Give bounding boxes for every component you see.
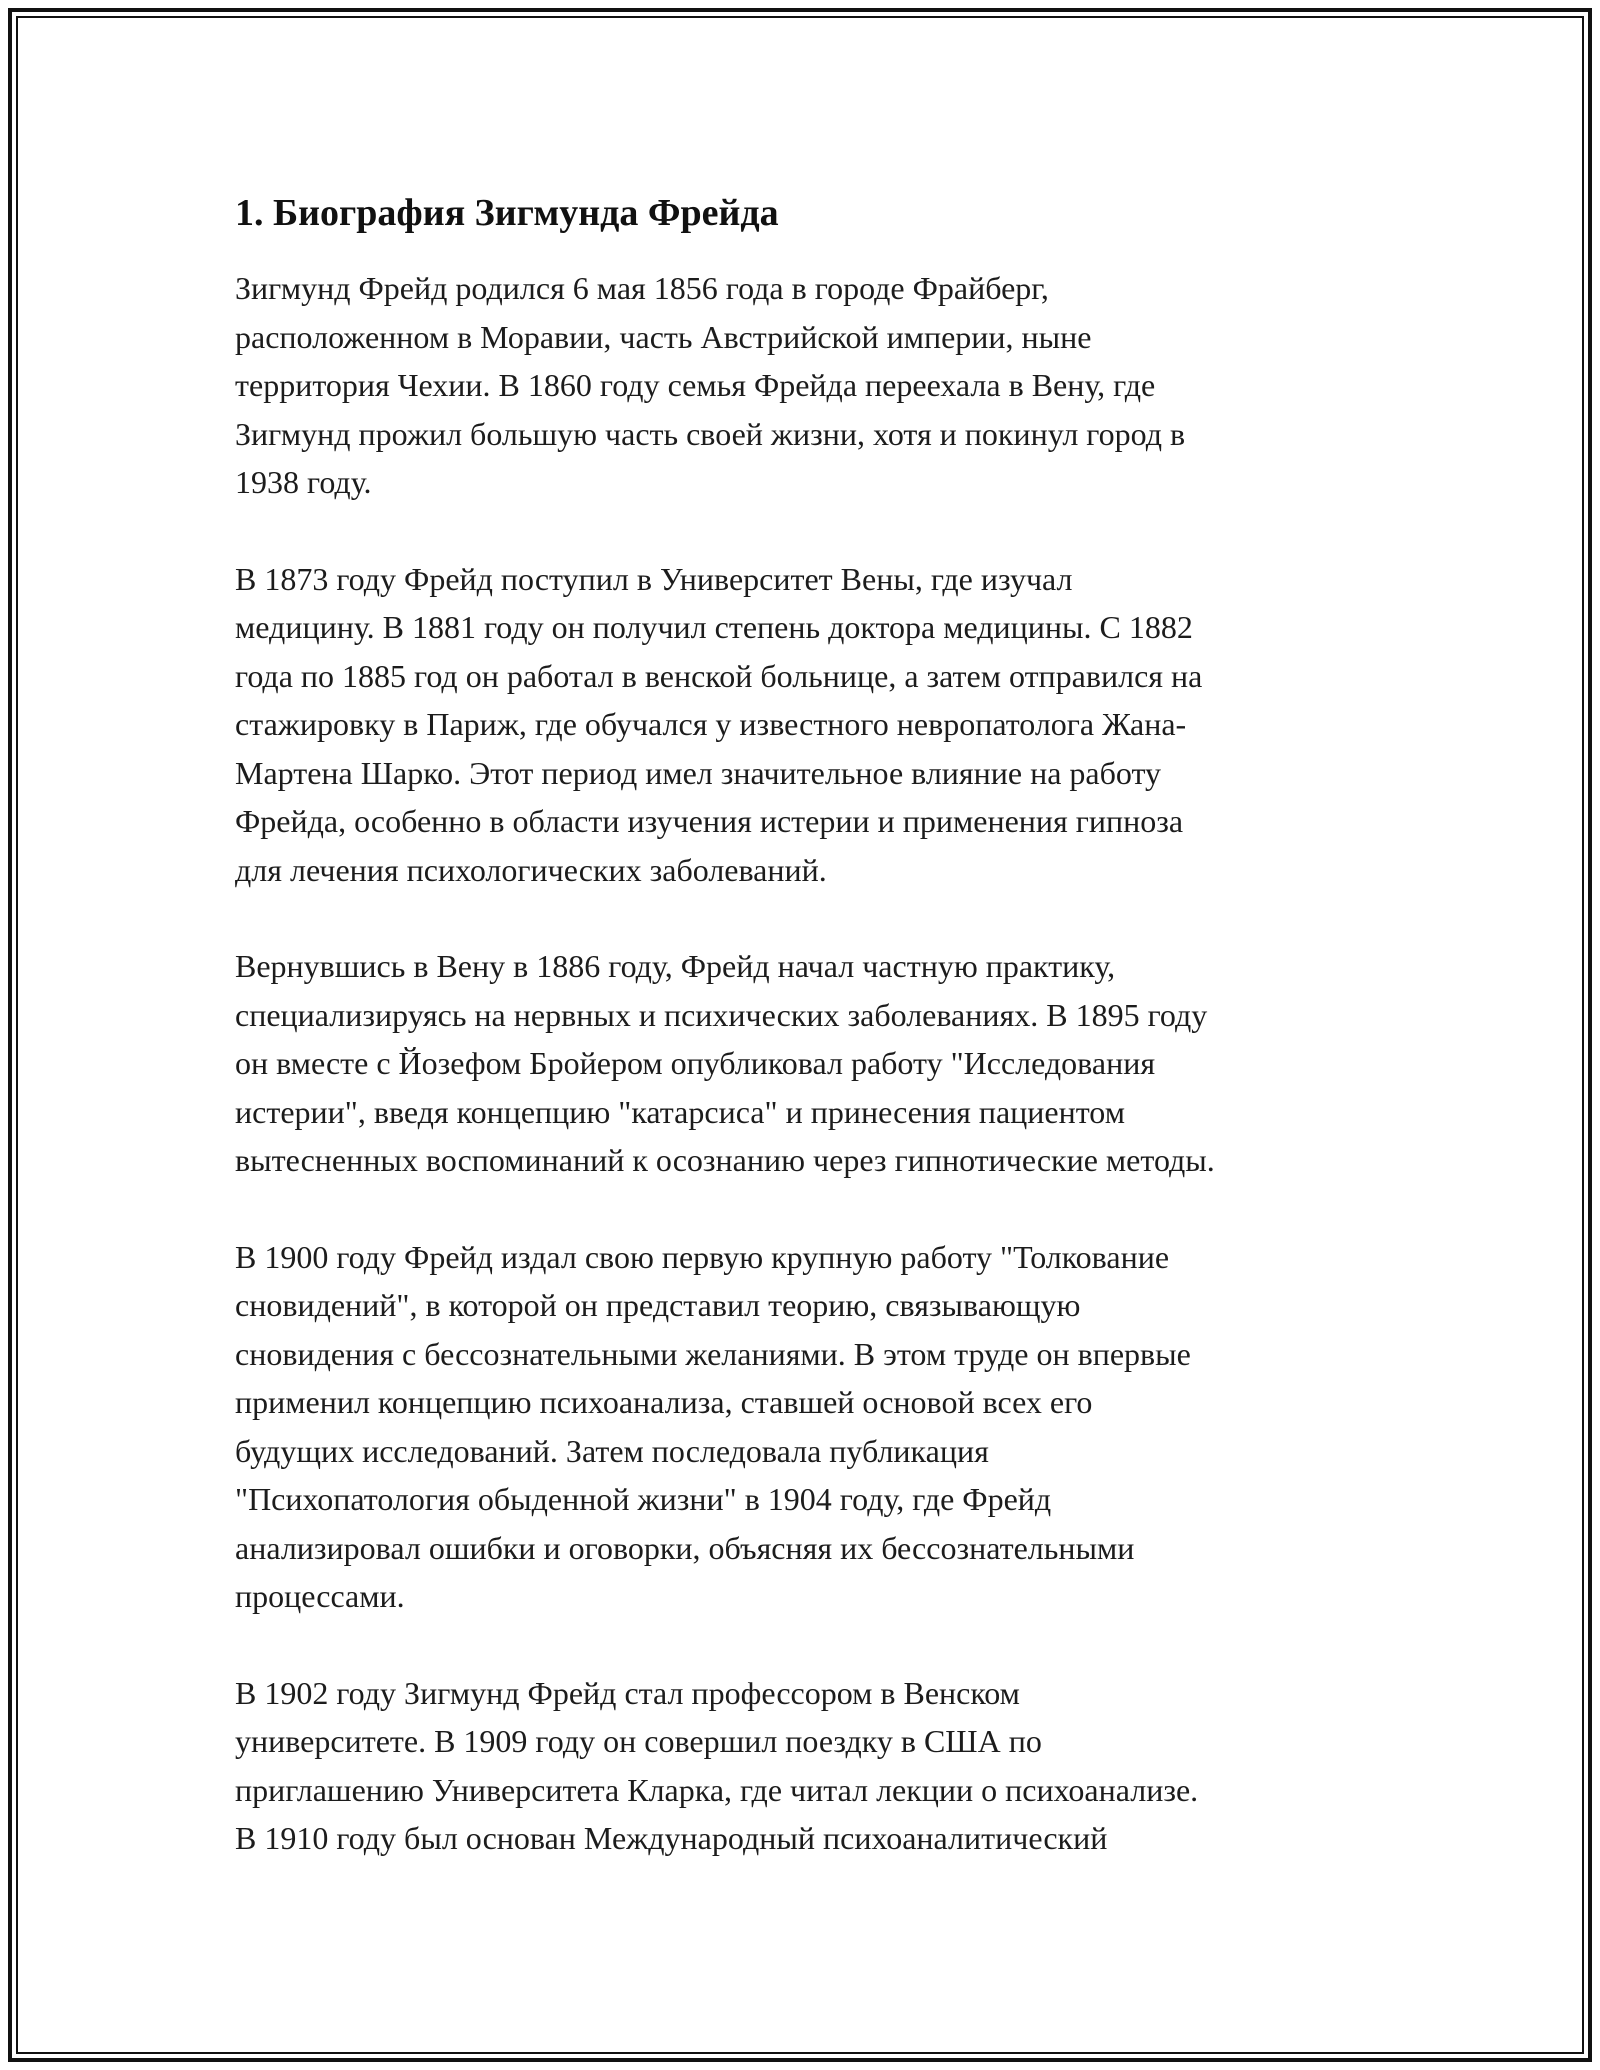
paragraph-professorship: В 1902 году Зигмунд Фрейд стал профессором в Венском университете. В 1909 году он совершил поездку в США по приглашению Университета Кларка, где читал лекции о психоанализе. В 1910 году был основан Международный психоаналитический [235,1674,1199,1856]
paragraph-dreams: В 1900 году Фрейд издал свою первую крупную работу "Толкование сновидений", в которой он представил теорию, связывающую сновидения с бессознательными желаниями. В этом труде он впервые применил концепцию психоанализа, ставшей основой всех его будущих исследований. Затем последовала публикация "Психопатология обыденной жизни" в 1904 году, где Фрейд анализировал ошибки и оговорки, объясняя их бессознательными процессами. [235,1238,1191,1614]
document-page [235,190,1395,1911]
section-title: 1. Биография Зигмунда Фрейда [235,192,779,234]
paragraph-education: В 1873 году Фрейд поступил в Университет Вены, где изучал медицину. В 1881 году он получил степень доктора медицины. С 1882 года по 1885 год он работал в венской больнице, а затем отправился на стажировку в Париж, где обучался у известного невропатолога Жана- Мартена Шарко. Этот период имел значительное влияние на работу Фрейда, особенно в области изучения истерии и применения гипноза для лечения психологических заболеваний. [235,560,1203,888]
paragraph-practice: Вернувшись в Вену в 1886 году, Фрейд начал частную практику, специализируясь на нервных и психических заболеваниях. В 1895 году он вместе с Йозефом Бройером опубликовал работу "Исследования истерии", введя концепцию "катарсиса" и принесения пациентом вытесненных воспоминаний к осознанию через гипнотические методы. [235,948,1215,1178]
paragraph-birth: Зигмунд Фрейд родился 6 мая 1856 года в городе Фрайберг, расположенном в Моравии, часть Австрийской империи, ныне территория Чехии. В 1860 году семья Фрейда переехала в Вену, где Зигмунд прожил большую часть своей жизни, хотя и покинул город в 1938 году. [235,270,1186,500]
